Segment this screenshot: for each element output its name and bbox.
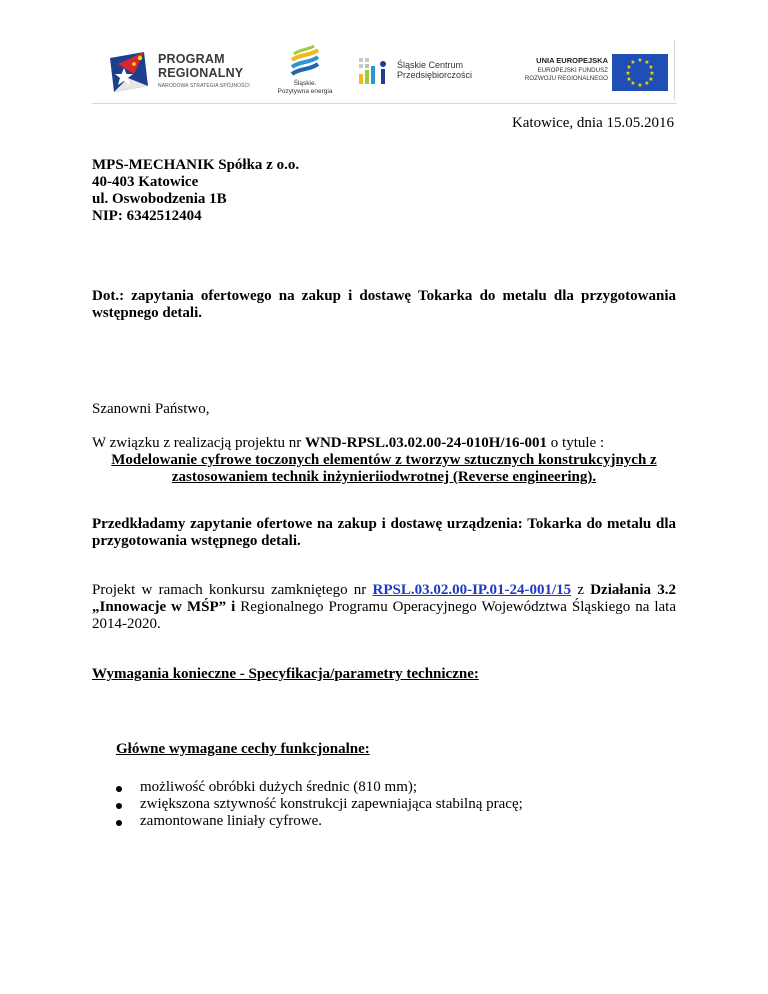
context-suffix: o tytule : xyxy=(547,435,605,451)
slaskie-logo xyxy=(270,44,340,100)
features-list xyxy=(116,779,523,830)
svg-text:★: ★ xyxy=(625,70,631,77)
slaskie-line2: Pozytywna energia xyxy=(277,88,333,95)
program-regionalny-line3: NARODOWA STRATEGIA SPÓJNOŚCI xyxy=(158,83,250,89)
eu-line2: EUROPEJSKI FUNDUSZ xyxy=(537,67,608,74)
feature-text: zwiększona sztywność konstrukcji zapewniająca stabilną pracę; xyxy=(140,796,523,812)
context-line xyxy=(92,435,604,452)
program-regionalny-line2: REGIONALNY xyxy=(158,66,244,80)
bullet-icon xyxy=(116,803,122,809)
program-prefix: Projekt w ramach konkursu zamkniętego nr xyxy=(92,582,373,598)
project-title-line2: zastosowaniem technik inżynieriiodwrotnej (Reverse engineering). xyxy=(171,469,597,485)
program-regionalny-emblem-icon xyxy=(104,48,154,98)
program-regionalny-logo xyxy=(104,48,264,98)
context-prefix: W związku z realizacją projektu nr xyxy=(92,435,305,451)
recipient-block xyxy=(92,157,299,225)
bullet-icon xyxy=(116,786,122,792)
project-number: WND-RPSL.03.02.00-24-010H/16-001 xyxy=(304,435,548,451)
svg-text:★: ★ xyxy=(648,76,654,83)
requirements-heading: Wymagania konieczne - Specyfikacja/parametry techniczne: xyxy=(92,666,479,682)
subject-line: Dot.: zapytania ofertowego na zakup i dostawę Tokarka do metalu dla przygotowania wstępnego detali. xyxy=(92,288,676,321)
program-regionalny-line1: PROGRAM xyxy=(158,52,225,66)
logo-strip xyxy=(92,40,677,104)
date-line: Katowice, dnia 15.05.2016 xyxy=(511,115,674,131)
svg-text:★: ★ xyxy=(626,76,632,83)
svg-text:★: ★ xyxy=(644,80,650,87)
recipient-nip: NIP: 6342512404 xyxy=(92,208,202,224)
slaskie-waves-icon xyxy=(270,44,340,80)
scp-line2: Przedsiębiorczości xyxy=(397,70,473,80)
contest-number-link[interactable]: RPSL.03.02.00-IP.01-24-001/15 xyxy=(372,582,572,598)
bullet-icon xyxy=(116,820,122,826)
svg-text:★: ★ xyxy=(630,59,636,66)
eu-flag-icon xyxy=(612,54,668,91)
scp-dots-icon xyxy=(357,52,393,88)
list-item xyxy=(116,813,523,830)
slaskie-centrum-logo xyxy=(357,52,507,92)
feature-text: możliwość obróbki dużych średnic (810 mm); xyxy=(140,779,418,795)
logo-divider xyxy=(674,40,675,100)
eu-line3: ROZWOJU REGIONALNEGO xyxy=(524,75,608,82)
presentation-paragraph: Przedkładamy zapytanie ofertowe na zakup i dostawę urządzenia: Tokarka do metalu dla przygotowania wstępnego detali. xyxy=(92,516,676,549)
program-suffix: Regionalnego Programu Operacyjnego Województwa Śląskiego na lata 2014-2020. xyxy=(92,599,676,632)
functional-heading: Główne wymagane cechy funkcjonalne: xyxy=(116,741,370,757)
eu-logo xyxy=(512,50,672,96)
program-paragraph xyxy=(92,582,676,633)
recipient-street: ul. Oswobodzenia 1B xyxy=(92,191,227,207)
svg-text:★: ★ xyxy=(648,64,654,71)
greeting: Szanowni Państwo, xyxy=(92,401,210,417)
slaskie-line1: Śląskie. xyxy=(293,80,317,87)
program-mid: z xyxy=(571,582,591,598)
recipient-name: MPS-MECHANIK Spółka z o.o. xyxy=(92,157,300,173)
header-divider xyxy=(92,103,677,104)
svg-text:★: ★ xyxy=(649,70,655,77)
svg-text:★: ★ xyxy=(644,59,650,66)
feature-text: zamontowane liniały cyfrowe. xyxy=(140,813,323,829)
list-item xyxy=(116,779,523,796)
svg-text:★: ★ xyxy=(637,82,643,89)
list-item xyxy=(116,796,523,813)
project-title-line1: Modelowanie cyfrowe toczonych elementów z tworzyw sztucznych konstrukcyjnych z xyxy=(111,452,657,468)
eu-line1: UNIA EUROPEJSKA xyxy=(536,56,608,65)
svg-text:★: ★ xyxy=(626,64,632,71)
scp-line1: Śląskie Centrum xyxy=(397,60,464,70)
recipient-city: 40-403 Katowice xyxy=(92,174,199,190)
svg-text:★: ★ xyxy=(637,57,643,64)
program-action: Działania 3.2 „Innowacje w MŚP” i xyxy=(92,582,676,615)
svg-text:★: ★ xyxy=(630,80,636,87)
